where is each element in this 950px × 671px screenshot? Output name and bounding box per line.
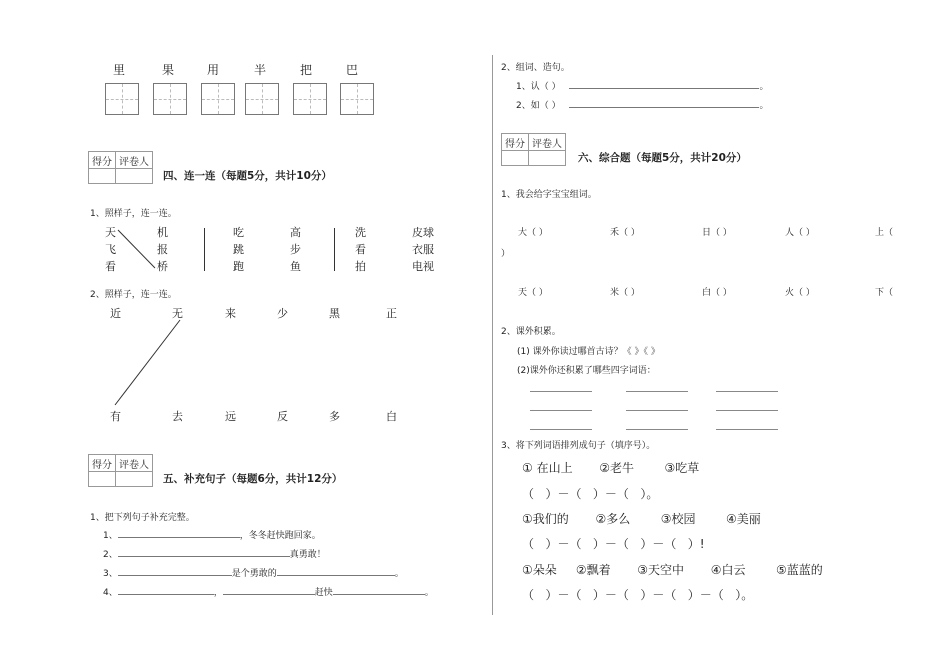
idiom-line[interactable] — [716, 410, 778, 411]
word-group[interactable]: 米（ ） — [610, 288, 640, 298]
match-word: 洗 — [355, 226, 366, 239]
sentence-comma: ， — [213, 588, 223, 598]
column-separator — [204, 228, 205, 271]
sentence-4 — [103, 585, 434, 598]
antonym-bottom: 有 — [110, 410, 121, 423]
fill-blank[interactable] — [118, 566, 232, 576]
word-options: ①朵朵 ②飘着 ③天空中 ④白云 ⑤蓝蓝的 — [522, 563, 823, 577]
fill-blank[interactable] — [569, 98, 759, 108]
match-word: 看 — [105, 260, 116, 273]
idiom-line[interactable] — [716, 429, 778, 430]
sentence-text: 是个勇敢的 — [231, 569, 277, 579]
sentence-number: 1、 — [103, 531, 118, 541]
match-word: 鱼 — [290, 260, 301, 273]
idiom-question: (2)课外你还积累了哪些四字词语： — [517, 366, 656, 376]
score-table — [88, 151, 153, 184]
match-word: 吃 — [233, 226, 244, 239]
sentence-end: 。 — [394, 569, 404, 579]
word-options: ① 在山上 ②老牛 ③吃草 — [522, 461, 700, 475]
sentence-number: 3、 — [103, 569, 118, 579]
match-word: 衣服 — [412, 243, 434, 256]
sentence-text: 赶快 — [314, 588, 333, 598]
question-text: 1、我会给字宝宝组词。 — [501, 190, 597, 200]
fill-blank[interactable] — [333, 585, 425, 595]
example-link-line — [110, 315, 190, 415]
order-answer[interactable]: （ ）－（ ）－（ ）－（ ）－（ ）。 — [522, 588, 754, 602]
reviewer-cell[interactable] — [116, 472, 153, 487]
top-char: 把 — [300, 63, 313, 77]
match-word: 跳 — [233, 243, 244, 256]
idiom-line[interactable] — [530, 429, 592, 430]
example-link-line — [110, 226, 170, 276]
score-label: 得分 — [89, 455, 116, 472]
question-text: 1、把下列句子补充完整。 — [90, 513, 195, 523]
question-text: 1、照样子，连一连。 — [90, 209, 177, 219]
order-answer[interactable]: （ ）－（ ）－（ ）。 — [522, 487, 659, 501]
fill-blank[interactable] — [569, 79, 759, 89]
column-divider — [492, 55, 493, 615]
word-group[interactable]: 日（ ） — [702, 228, 732, 238]
match-word: 机 — [157, 226, 168, 239]
writing-grid[interactable] — [105, 83, 139, 115]
poem-question: (1) 课外你读过哪首古诗？《 》《 》 — [517, 347, 660, 357]
word-prompt: 1、认（ ） — [516, 82, 561, 92]
top-char: 巴 — [346, 63, 359, 77]
match-word: 飞 — [105, 243, 116, 256]
fill-blank[interactable] — [118, 528, 240, 538]
column-separator — [334, 228, 335, 271]
antonym-top: 正 — [386, 307, 397, 320]
antonym-bottom: 去 — [172, 410, 183, 423]
word-group[interactable]: 白（ ） — [702, 288, 732, 298]
word-group[interactable]: 禾（ ） — [610, 228, 640, 238]
score-cell[interactable] — [89, 472, 116, 487]
match-word: 天 — [105, 226, 116, 239]
match-word: 高 — [290, 226, 301, 239]
idiom-line[interactable] — [626, 410, 688, 411]
sentence-3 — [103, 566, 404, 579]
antonym-top: 来 — [225, 307, 236, 320]
fill-blank[interactable] — [223, 585, 315, 595]
reviewer-cell[interactable] — [529, 151, 566, 166]
top-char: 果 — [162, 63, 175, 77]
antonym-top: 黑 — [329, 307, 340, 320]
reviewer-label: 评卷人 — [116, 152, 153, 169]
sentence-2 — [103, 547, 326, 560]
writing-grid[interactable] — [201, 83, 235, 115]
reviewer-cell[interactable] — [116, 169, 153, 184]
sentence-end: 。 — [424, 588, 434, 598]
score-table — [88, 454, 153, 487]
word-group[interactable]: 天（ ） — [518, 288, 548, 298]
question-text: 2、照样子，连一连。 — [90, 290, 177, 300]
top-char: 用 — [207, 63, 220, 77]
match-word: 皮球 — [412, 226, 434, 239]
word-group[interactable]: 下（ — [875, 288, 894, 298]
word-prompt: 2、如（ ） — [516, 101, 561, 111]
question-text: 2、组词、造句。 — [501, 63, 570, 73]
sentence-1 — [103, 528, 321, 541]
writing-grid[interactable] — [340, 83, 374, 115]
idiom-line[interactable] — [530, 391, 592, 392]
sentence-text: ，冬冬赶快跑回家。 — [239, 531, 321, 541]
antonym-top: 少 — [277, 307, 288, 320]
top-char: 里 — [113, 63, 126, 77]
fill-blank[interactable] — [118, 547, 290, 557]
sentence-end: 。 — [759, 82, 769, 92]
top-char: 半 — [254, 63, 267, 77]
word-group[interactable]: 上（ — [875, 228, 894, 238]
fill-blank[interactable] — [118, 585, 214, 595]
word-group-wrap: ） — [501, 249, 511, 259]
match-word: 看 — [355, 243, 366, 256]
antonym-bottom: 白 — [386, 410, 397, 423]
reviewer-label: 评卷人 — [529, 134, 566, 151]
writing-grid[interactable] — [245, 83, 279, 115]
section-6-title: 六、综合题（每题5分，共计20分） — [578, 152, 747, 164]
writing-grid[interactable] — [293, 83, 327, 115]
fill-blank[interactable] — [277, 566, 395, 576]
writing-grid[interactable] — [153, 83, 187, 115]
sentence-end: 。 — [759, 101, 769, 111]
match-word: 电视 — [412, 260, 434, 273]
match-word: 拍 — [355, 260, 366, 273]
idiom-line[interactable] — [626, 391, 688, 392]
section-4-title: 四、连一连（每题5分，共计10分） — [163, 170, 332, 182]
sentence-text: 真勇敢！ — [289, 550, 326, 560]
order-answer[interactable]: （ ）－（ ）－（ ）－（ ）! — [522, 537, 705, 551]
section-5-title: 五、补充句子（每题6分，共计12分） — [163, 473, 343, 485]
idiom-line[interactable] — [626, 429, 688, 430]
match-word: 报 — [157, 243, 168, 256]
match-word: 步 — [290, 243, 301, 256]
antonym-bottom: 反 — [277, 410, 288, 423]
question-text: 2、课外积累。 — [501, 327, 561, 337]
score-table — [501, 133, 566, 166]
match-word: 跑 — [233, 260, 244, 273]
word-sentence-2 — [516, 98, 768, 111]
score-cell[interactable] — [89, 169, 116, 184]
question-text: 3、将下列词语排列成句子（填序号）。 — [501, 441, 656, 451]
idiom-line[interactable] — [530, 410, 592, 411]
antonym-top: 无 — [172, 307, 183, 320]
antonym-bottom: 多 — [329, 410, 340, 423]
score-label: 得分 — [502, 134, 529, 151]
idiom-line[interactable] — [716, 391, 778, 392]
antonym-bottom: 远 — [225, 410, 236, 423]
word-options: ①我们的 ②多么 ③校园 ④美丽 — [522, 512, 761, 526]
reviewer-label: 评卷人 — [116, 455, 153, 472]
word-group[interactable]: 大（ ） — [518, 228, 548, 238]
score-label: 得分 — [89, 152, 116, 169]
sentence-number: 4、 — [103, 588, 118, 598]
sentence-number: 2、 — [103, 550, 118, 560]
word-sentence-1 — [516, 79, 768, 92]
match-word: 桥 — [157, 260, 168, 273]
antonym-top: 近 — [110, 307, 121, 320]
word-group[interactable]: 火（ ） — [785, 288, 815, 298]
score-cell[interactable] — [502, 151, 529, 166]
word-group[interactable]: 人（ ） — [785, 228, 815, 238]
